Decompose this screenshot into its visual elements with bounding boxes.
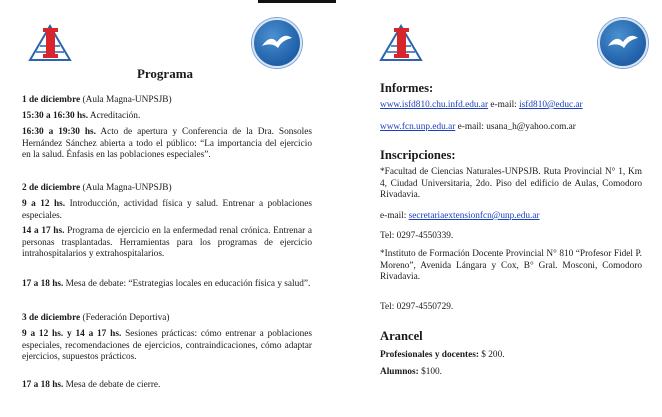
- contact-line: e-mail: secretariaextensionfcn@unp.edu.ar: [380, 211, 540, 221]
- phone-text: Tel: 0297-4550339.: [380, 231, 454, 241]
- right-panel: [333, 0, 662, 417]
- web-link[interactable]: www.isfd810.chu.infd.edu.ar: [380, 100, 489, 110]
- university-emblem: [252, 18, 302, 68]
- university-emblem: [598, 18, 648, 68]
- arancel-heading: Arancel: [380, 329, 423, 343]
- schedule-item: 17 a 18 hs. Mesa de debate: “Estrategias locales en educación física y salud”.: [22, 279, 311, 289]
- day3-heading: 3 de diciembre (Federación Deportiva): [22, 313, 170, 323]
- email-link[interactable]: secretariaextensionfcn@unp.edu.ar: [408, 211, 540, 221]
- contact-line: www.fcn.unp.edu.ar e-mail: usana_h@yahoo.com.ar: [380, 122, 576, 132]
- informes-heading: Informes:: [380, 81, 434, 95]
- institute-logo: [379, 22, 423, 67]
- contact-line: www.isfd810.chu.infd.edu.ar e-mail: isfd810@educ.ar: [380, 100, 583, 110]
- inscription-address: *Facultad de Ciencias Naturales-UNPSJB. Ruta Provincial N° 1, Km 4, Ciudad Universitaria, 2do. Piso del edificio de Aulas, Comodoro Rivadavia.: [380, 167, 642, 201]
- schedule-item: 9 a 12 hs. y 14 a 17 hs. Sesiones prácticas: cómo entrenar a poblaciones especiales, recomendaciones de ejercicios, contraindicaciones, cómo adaptar ejercicios, supuestos prácticos.: [22, 329, 312, 363]
- institute-logo: [28, 22, 72, 67]
- schedule-item: 14 a 17 hs. Programa de ejercicio en la enfermedad renal crónica. Entrenar a personas trasplantadas. Herramientas para los programas de ejercicio intrahospitalarios y extrahospitalarios.: [22, 226, 312, 260]
- schedule-item: 16:30 a 19:30 hs. Acto de apertura y Conferencia de la Dra. Sonsoles Hernández Sánchez abierta a todo el público: “La importancia del ejercicio en la salud. Énfasis en las poblaciones especiales”.: [22, 127, 312, 161]
- day1-heading: 1 de diciembre (Aula Magna-UNPSJB): [22, 95, 172, 105]
- left-panel: [0, 0, 330, 417]
- fee-line: Alumnos: $100.: [380, 367, 442, 377]
- schedule-item: 15:30 a 16:30 hs. Acreditación.: [22, 111, 141, 121]
- phone-text: Tel: 0297-4550729.: [380, 302, 454, 312]
- inscription-address: *Instituto de Formación Docente Provincial N° 810 “Profesor Fidel P. Moreno”, Avenida Lángara y Cox, B° Gral. Mosconi, Comodoro Rivadavia.: [380, 249, 642, 283]
- schedule-item: 17 a 18 hs. Mesa de debate de cierre.: [22, 380, 161, 390]
- email-link[interactable]: isfd810@educ.ar: [519, 100, 583, 110]
- program-title: Programa: [136, 66, 194, 81]
- schedule-item: 9 a 12 hs. Introducción, actividad física y salud. Entrenar a poblaciones especiales.: [22, 199, 312, 221]
- fee-line: Profesionales y docentes: $ 200.: [380, 350, 505, 360]
- inscripciones-heading: Inscripciones:: [380, 148, 456, 162]
- day2-heading: 2 de diciembre (Aula Magna-UNPSJB): [22, 183, 172, 193]
- web-link[interactable]: www.fcn.unp.edu.ar: [380, 122, 456, 132]
